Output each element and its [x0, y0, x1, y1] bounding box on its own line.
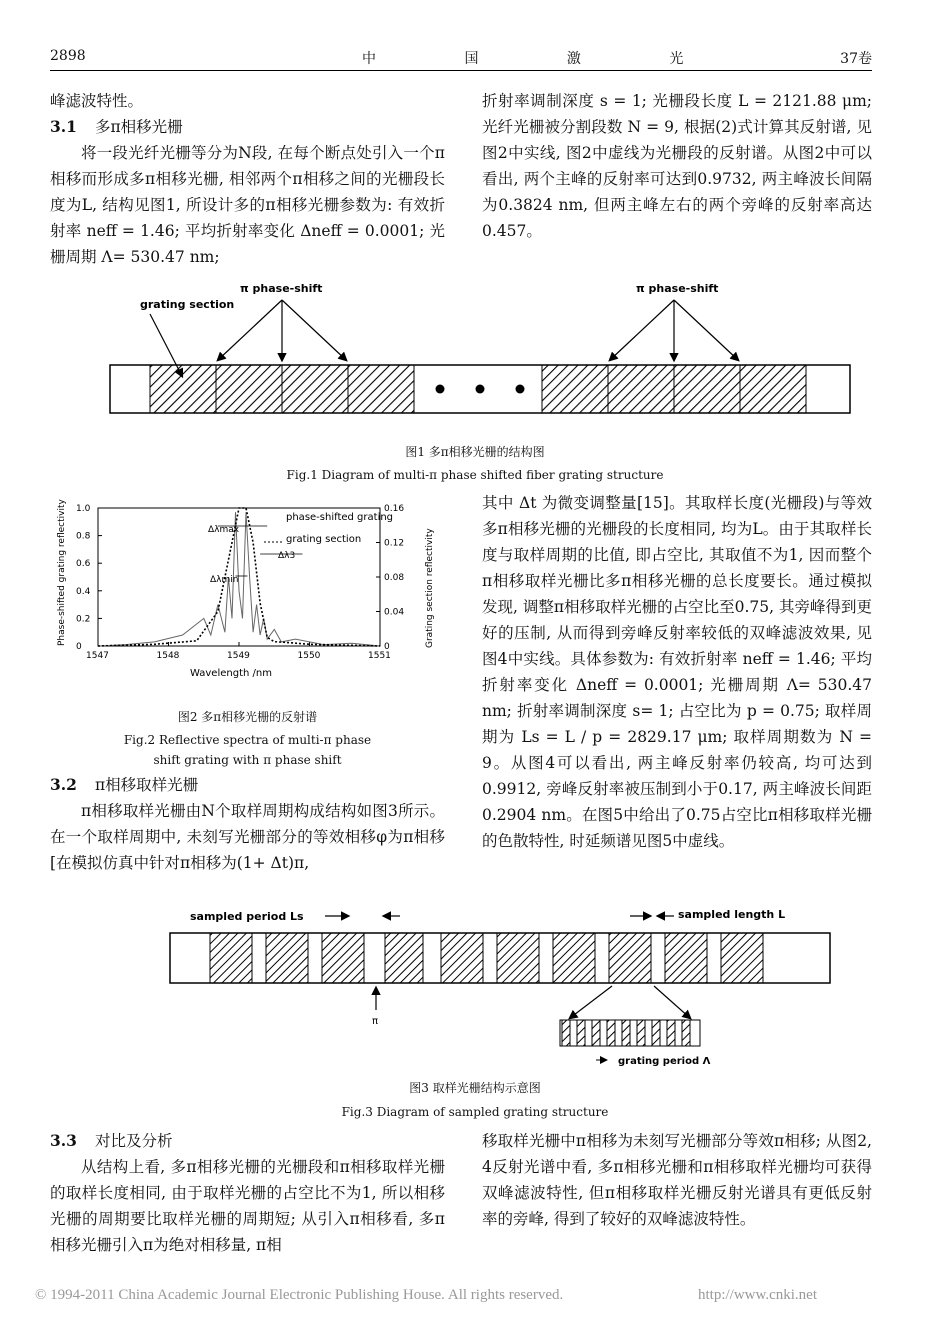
footer-url[interactable]: http://www.cnki.net — [698, 1287, 818, 1303]
zoom-arrow — [570, 986, 612, 1018]
sampled-period-label: sampled period Ls — [190, 910, 304, 923]
annotation-dl-max: Δλmax — [208, 525, 240, 535]
right-paragraph-2: 其中 Δt 为微变调整量[15]。其取样长度(光栅段)与等效多π相移光栅的光栅段的长度相同, 均为L。由于其取样长度与取样周期的比值, 即占空比, 其取值不为1, 因而整个π相移取样光栅比多π相移光栅的总长度要长。通过模拟发现, 调整π相移取样光栅的占空比至0.75, 其旁峰得到更好的压制, 从而得到旁峰反射率较低的双峰滤波效果, 见图4中实线。具体参数为: 有效折射率 neff = 1.46; 平均折射率变化 Δneff = 0.0001; 光栅周期 Λ= 530.47 nm; 折射率调制深度 s= 1; 占空比为 p = 0.75; 取样周期为 Ls = L / p = 2829.17 μm; 取样周期数为 N = 9。从图4可以看出, 两主峰反射率仍较高, 均可达到0.9912, 旁峰反射率被压制到小于0.17, 两主峰波长间距0.2904 nm。在图5中给出了0.75占空比π相移取样光栅的色散特性, 时延频谱见图5中虚线。 — [482, 494, 872, 850]
x-tick-label: 1548 — [156, 651, 180, 661]
pi-label: π — [372, 1016, 379, 1027]
sampled-grating-segment — [266, 933, 308, 983]
y-left-tick-label: 0 — [76, 642, 82, 652]
figure-3-diagram — [160, 900, 860, 1070]
sampled-grating-segment — [609, 933, 651, 983]
zoom-grating-line — [592, 1020, 600, 1046]
section-3-2-heading: 3.2 π相移取样光栅 — [50, 775, 199, 794]
sampled-grating-segment — [322, 933, 364, 983]
right-column-middle — [482, 490, 872, 854]
figure-1-caption-zh: 图1 多π相移光栅的结构图 — [405, 445, 545, 459]
page-header — [50, 48, 872, 71]
annotation-dl-min: Δλmin — [210, 575, 239, 585]
right-paragraph-3: 移取样光栅中π相移为未刻写光栅部分等效π相移; 从图2, 4反射光谱中看, 多π相移光栅和π相移取样光栅均可获得双峰滤波特性, 但π相移取样光栅反射光谱具有更低反射率的旁峰, 得到了较好的双峰滤波特性。 — [482, 1132, 872, 1228]
sampled-segments — [210, 933, 763, 983]
page-number: 2898 — [50, 48, 86, 64]
arrow — [282, 300, 346, 360]
arrow — [674, 300, 738, 360]
sampled-grating-segment — [441, 933, 483, 983]
y-left-tick-label: 0.4 — [76, 586, 91, 597]
right-column-top — [482, 88, 872, 244]
x-tick-label: 1550 — [297, 651, 321, 661]
grating-segment — [674, 365, 740, 413]
zoom-grating-line — [577, 1020, 585, 1046]
figure-1-diagram — [100, 278, 860, 428]
grating-segment — [216, 365, 282, 413]
phase-shift-label-right: π phase-shift — [636, 282, 719, 295]
y-left-tick-label: 0.2 — [76, 614, 91, 625]
zoom-grating-line — [607, 1020, 615, 1046]
sampled-grating-segment — [210, 933, 252, 983]
section-3-2-paragraph: π相移取样光栅由N个取样周期构成结构如图3所示。在一个取样周期中, 未刻写光栅部分的等效相移φ为π相移[在模拟仿真中针对π相移为(1+ Δt)π, — [50, 802, 445, 872]
legend-dotted: grating section — [286, 534, 362, 545]
x-tick-label: 1551 — [368, 651, 391, 661]
figure-2-caption-zh: 图2 多π相移光栅的反射谱 — [177, 710, 318, 724]
y-axis-left-label: Phase-shifted grating reflectivity — [57, 499, 67, 646]
x-tick-label: 1549 — [227, 651, 250, 661]
sampled-grating-segment — [721, 933, 763, 983]
paragraph-continuation: 峰滤波特性。 — [50, 92, 144, 110]
grating-segment — [542, 365, 608, 413]
zoom-grating-line — [622, 1020, 630, 1046]
right-column-bottom — [482, 1128, 872, 1232]
legend-solid: phase-shifted grating — [286, 512, 394, 523]
y-left-tick-label: 1.0 — [76, 504, 91, 514]
sampled-grating-segment — [385, 933, 423, 983]
grating-segment — [282, 365, 348, 413]
left-column-top — [50, 88, 445, 270]
zoom-grating-line — [682, 1020, 690, 1046]
grating-section-label: grating section — [140, 298, 235, 311]
y-right-tick-label: 0.12 — [384, 538, 405, 549]
annotation-dl-3: Δλ3 — [278, 551, 296, 561]
y-right-tick-label: 0.08 — [384, 573, 405, 583]
y-right-tick-label: 0 — [384, 642, 390, 652]
zoom-grating-line — [637, 1020, 645, 1046]
ellipsis-dot — [436, 385, 445, 394]
zoom-arrow — [654, 986, 690, 1018]
sampled-grating-segment — [553, 933, 595, 983]
zoom-detail — [560, 1020, 700, 1060]
section-3-1-paragraph: 将一段光纤光栅等分为N段, 在每个断点处引入一个π相移而形成多π相移光栅, 相邻两个π相移之间的光栅段长度为L, 结构见图1, 所设计多的π相移光栅参数为: 有效折射率 neff = 1.46; 平均折射率变化 Δneff = 0.0001; 光栅周期 Λ= 530.47 nm; — [50, 144, 445, 266]
footer-copyright: © 1994-2011 China Academic Journal Electronic Publishing House. All rights reserved. — [35, 1287, 564, 1303]
grating-period-label: grating period Λ — [618, 1056, 711, 1067]
figure-1-caption-en: Fig.1 Diagram of multi-π phase shifted fiber grating structure — [286, 468, 664, 482]
volume-label: 37卷 — [840, 51, 872, 67]
y-right-tick-label: 0.16 — [384, 504, 405, 514]
left-column-middle — [50, 772, 445, 876]
ellipsis-dot — [476, 385, 485, 394]
journal-title: 中 国 激 光 — [362, 51, 726, 67]
figure-3-caption-zh: 图3 取样光栅结构示意图 — [409, 1081, 541, 1095]
section-3-1-heading: 3.1 多π相移光栅 — [50, 117, 183, 136]
x-axis-label: Wavelength /nm — [190, 668, 272, 679]
grating-segment — [150, 365, 216, 413]
section-3-3-paragraph: 从结构上看, 多π相移光栅的光栅段和π相移取样光栅的取样长度相同, 由于取样光栅的占空比不为1, 所以相移光栅的周期要比取样光栅的周期短; 从引入π相移看, 多π相移光栅引入π为绝对相移量, π相 — [50, 1158, 445, 1254]
arrow — [610, 300, 674, 360]
grating-segment — [608, 365, 674, 413]
figure-3-caption-en: Fig.3 Diagram of sampled grating structure — [341, 1105, 609, 1119]
zoom-grating-line — [667, 1020, 675, 1046]
zoom-grating-line — [652, 1020, 660, 1046]
y-axis-right-label: Grating section reflectivity — [425, 528, 435, 648]
left-column-bottom — [50, 1128, 445, 1258]
figure-2-caption-en-2: shift grating with π phase shift — [153, 753, 342, 767]
figure-2-chart — [50, 498, 445, 698]
figure-2-caption-en-1: Fig.2 Reflective spectra of multi-π phase — [123, 733, 372, 747]
y-right-tick-label: 0.04 — [384, 607, 405, 618]
grating-segment — [348, 365, 414, 413]
right-paragraph-1: 折射率调制深度 s = 1; 光栅段长度 L = 2121.88 μm; 光纤光栅被分割段数 N = 9, 根据(2)式计算其反射谱, 见图2中实线, 图2中虚线为光栅段的反射谱。从图2中可以看出, 两个主峰的反射率可达到0.9732, 两主峰波长间隔为0.3824 nm, 但两主峰左右的两个旁峰的反射率高达0.457。 — [482, 92, 872, 240]
ellipsis-dot — [516, 385, 525, 394]
phase-shift-label-left: π phase-shift — [240, 282, 323, 295]
section-3-3-heading: 3.3 对比及分析 — [50, 1131, 173, 1150]
x-tick-label: 1547 — [86, 651, 109, 661]
y-left-tick-label: 0.6 — [76, 559, 91, 570]
sampled-grating-segment — [665, 933, 707, 983]
sampled-length-label: sampled length L — [678, 908, 786, 921]
grating-segment — [740, 365, 806, 413]
zoom-grating-line — [562, 1020, 570, 1046]
sampled-grating-segment — [497, 933, 539, 983]
y-left-tick-label: 0.8 — [76, 531, 91, 542]
